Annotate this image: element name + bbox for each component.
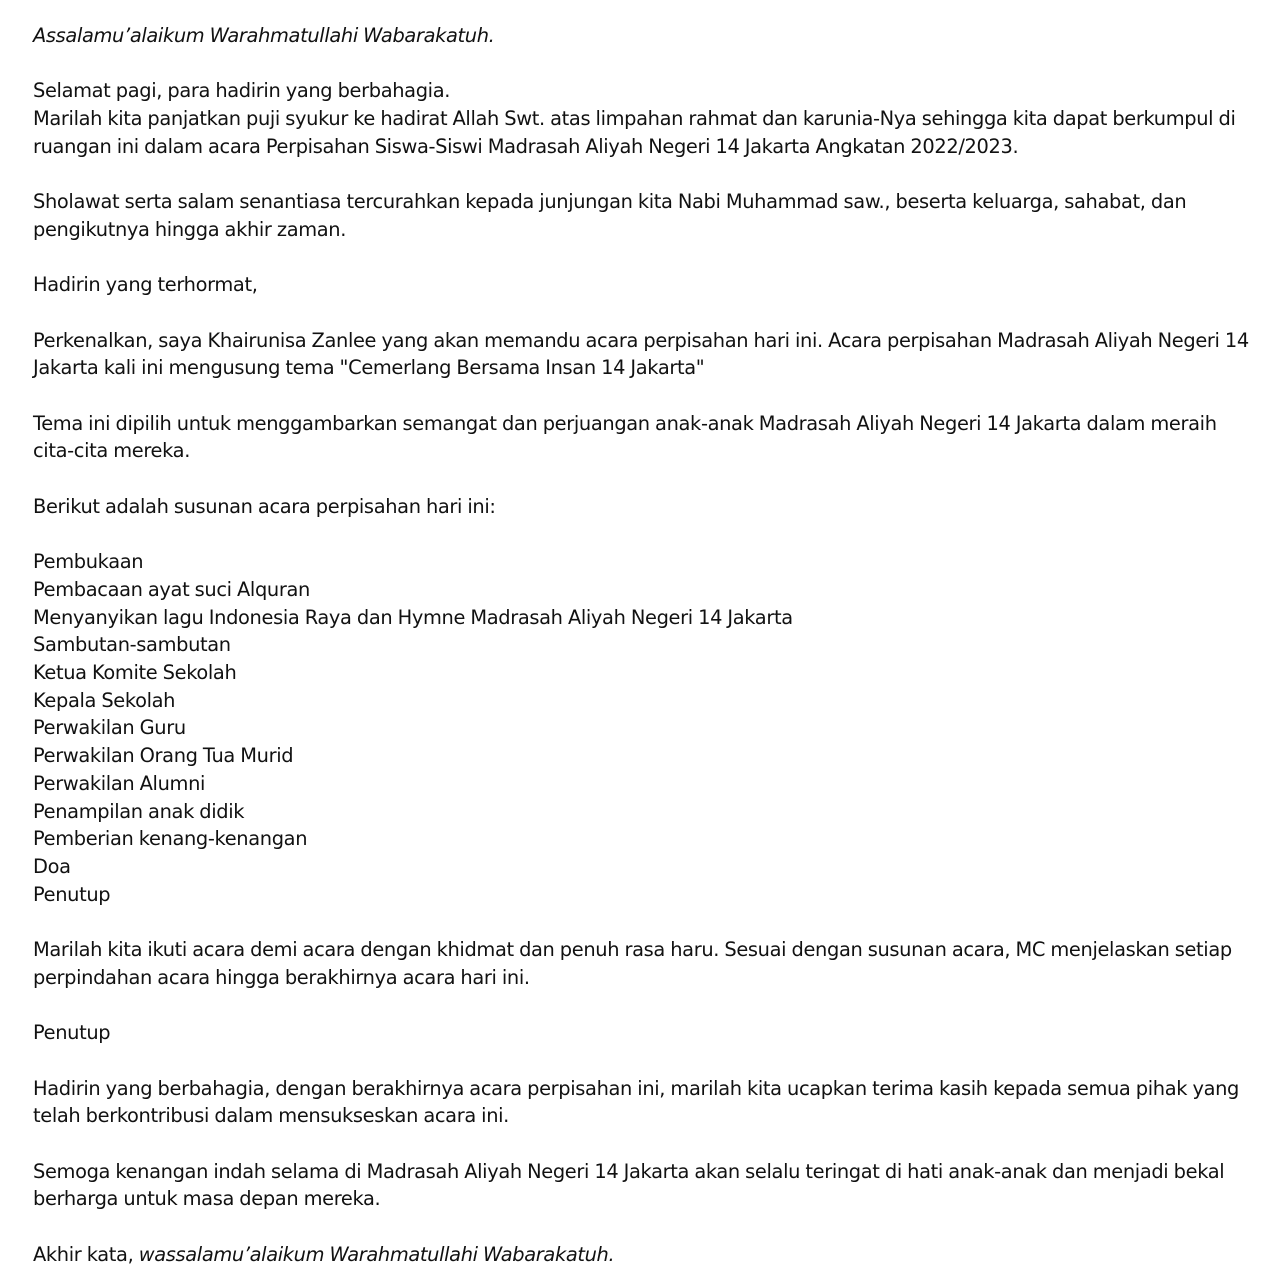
sholawat-paragraph: Sholawat serta salam senantiasa tercurahkan kepada junjungan kita Nabi Muhammad saw., beserta keluarga, sahabat, dan pengikutnya hingga akhir zaman. (33, 190, 1187, 241)
agenda-item: Perwakilan Guru (33, 716, 186, 740)
address-line: Hadirin yang terhormat, (33, 273, 258, 297)
spacer (33, 1047, 1253, 1075)
agenda-item: Menyanyikan lagu Indonesia Raya dan Hymne Madrasah Aliyah Negeri 14 Jakarta (33, 605, 793, 629)
agenda-item: Pemberian kenang-kenangan (33, 827, 308, 851)
closing-hope-paragraph: Semoga kenangan indah selama di Madrasah Aliyah Negeri 14 Jakarta akan selalu teringat di hati anak-anak dan menjadi bekal berharga untuk masa depan mereka. (33, 1159, 1225, 1211)
spacer (33, 50, 1253, 78)
agenda-item: Perwakilan Alumni (33, 771, 206, 795)
spacer (33, 465, 1253, 493)
agenda-item: Penutup (33, 882, 111, 906)
greeting: Assalamu’alaikum Warahmatullahi Wabarakatuh. (33, 24, 495, 47)
agenda-item: Ketua Komite Sekolah (33, 661, 237, 685)
closing-heading: Penutup (33, 1021, 111, 1045)
spacer (33, 1130, 1253, 1158)
agenda-item: Penampilan anak didik (33, 799, 245, 823)
spacer (33, 521, 1253, 549)
agenda-item: Pembukaan (33, 550, 144, 574)
agenda-item: Kepala Sekolah (33, 688, 176, 712)
spacer (33, 299, 1253, 327)
theme-paragraph: Tema ini dipilih untuk menggambarkan semangat dan perjuangan anak-anak Madrasah Aliyah Negeri 14 Jakarta dalam meraih cita-cita mereka. (33, 411, 1217, 463)
agenda-item: Pembacaan ayat suci Alquran (33, 577, 310, 601)
final-prefix: Akhir kata, (33, 1242, 139, 1266)
spacer (33, 382, 1253, 410)
agenda-item: Perwakilan Orang Tua Murid (33, 744, 294, 768)
opening-line: Selamat pagi, para hadirin yang berbahagia. (33, 79, 451, 103)
agenda-intro: Berikut adalah susunan acara perpisahan hari ini: (33, 494, 496, 518)
opening-paragraph: Marilah kita panjatkan puji syukur ke hadirat Allah Swt. atas limpahan rahmat dan karunia-Nya sehingga kita dapat berkumpul di ruangan ini dalam acara Perpisahan Siswa-Siswi Madrasah Aliyah Negeri 14 Jakarta Angkatan 2022/2023. (33, 107, 1236, 158)
spacer (33, 1213, 1253, 1241)
final-line (33, 1241, 1253, 1269)
agenda-item: Doa (33, 854, 71, 878)
document-body (33, 22, 1253, 1268)
final-salam: wassalamu’alaikum Warahmatullahi Wabarakatuh. (138, 1242, 615, 1266)
spacer (33, 908, 1253, 936)
agenda-list (33, 548, 1253, 908)
closing-thanks-paragraph: Hadirin yang berbahagia, dengan berakhirnya acara perpisahan ini, marilah kita ucapkan terima kasih kepada semua pihak yang telah berkontribusi dalam mensukseskan acara ini. (33, 1076, 1239, 1128)
follow-along-paragraph: Marilah kita ikuti acara demi acara dengan khidmat dan penuh rasa haru. Sesuai dengan susunan acara, MC menjelaskan setiap perpindahan acara hingga berakhirnya acara hari ini. (33, 938, 1232, 989)
agenda-item: Sambutan-sambutan (33, 633, 231, 657)
introduction-paragraph: Perkenalkan, saya Khairunisa Zanlee yang akan memandu acara perpisahan hari ini. Acara perpisahan Madrasah Aliyah Negeri 14 Jakarta kali ini mengusung tema "Cemerlang Bersama Insan 14 Jakarta" (33, 328, 1249, 380)
spacer (33, 161, 1253, 189)
spacer (33, 991, 1253, 1019)
spacer (33, 244, 1253, 272)
